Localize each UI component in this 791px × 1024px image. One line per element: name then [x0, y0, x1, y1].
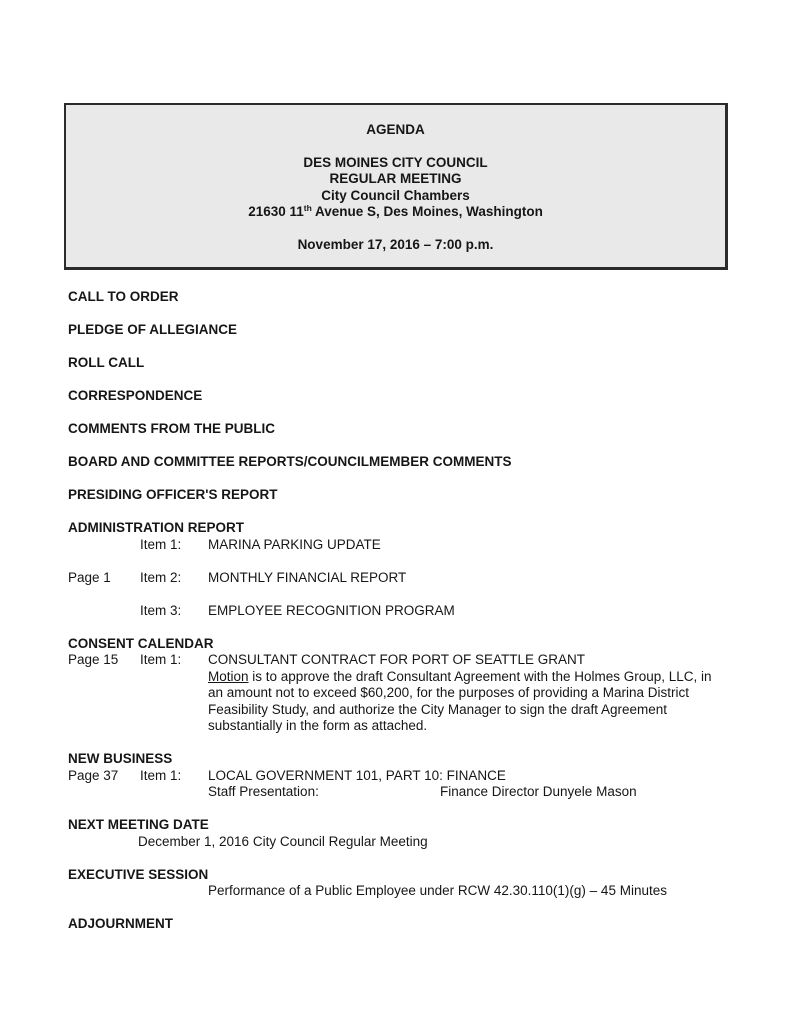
motion-body: is to approve the draft Consultant Agreement with the Holmes Group, LLC, in an amount not to exceed $60,200, for the purposes of providing a Marina District Feasibility Study, and authorize the City Manager to sign the draft Agreement substantially in the form as attached. — [208, 668, 712, 733]
section-board-committee-reports: BOARD AND COMMITTEE REPORTS/COUNCILMEMBER COMMENTS — [68, 454, 512, 469]
section-roll-call: ROLL CALL — [68, 355, 145, 370]
address-ordinal-superscript: th — [303, 203, 312, 214]
section-next-meeting-date: NEXT MEETING DATE — [68, 817, 209, 832]
page-ref: Page 15 — [68, 652, 119, 667]
staff-presenter-name: Finance Director Dunyele Mason — [440, 784, 637, 799]
item-label: Item 2: — [140, 569, 182, 585]
section-new-business: NEW BUSINESS — [68, 751, 173, 766]
item-label: Item 1: — [140, 652, 182, 667]
item-title: EMPLOYEE RECOGNITION PROGRAM — [208, 602, 455, 618]
agenda-title: AGENDA — [366, 122, 425, 137]
item-label: Item 3: — [140, 602, 182, 618]
section-call-to-order: CALL TO ORDER — [68, 289, 179, 304]
meeting-datetime: November 17, 2016 – 7:00 p.m. — [297, 237, 494, 253]
address-prefix: 21630 11 — [248, 203, 304, 219]
staff-presentation-label: Staff Presentation: — [208, 784, 319, 799]
page-ref — [68, 603, 140, 620]
item-label: Item 1: — [140, 536, 182, 552]
meeting-type: REGULAR MEETING — [329, 171, 462, 187]
item-title: CONSULTANT CONTRACT FOR PORT OF SEATTLE GRANT — [208, 652, 586, 667]
meeting-address — [66, 204, 725, 221]
org-name: DES MOINES CITY COUNCIL — [303, 155, 488, 171]
motion-text — [208, 669, 716, 735]
item-label-empty — [140, 784, 208, 801]
page-ref — [68, 537, 140, 554]
executive-session-detail: Performance of a Public Employee under RCW 42.30.110(1)(g) – 45 Minutes — [208, 883, 667, 898]
item-title: LOCAL GOVERNMENT 101, PART 10: FINANCE — [208, 767, 506, 783]
item-detail — [208, 652, 728, 735]
section-pledge-of-allegiance: PLEDGE OF ALLEGIANCE — [68, 322, 238, 337]
section-executive-session: EXECUTIVE SESSION — [68, 866, 209, 882]
address-suffix: Avenue S, Des Moines, Washington — [311, 203, 543, 219]
section-presiding-officers-report: PRESIDING OFFICER'S REPORT — [68, 487, 278, 502]
agenda-header-box — [64, 103, 728, 270]
section-comments-from-public: COMMENTS FROM THE PUBLIC — [68, 421, 275, 436]
agenda-item-row — [68, 603, 728, 620]
item-title: MONTHLY FINANCIAL REPORT — [208, 569, 407, 585]
agenda-body — [68, 289, 728, 949]
agenda-item-row — [68, 652, 728, 735]
agenda-item-row — [68, 570, 728, 587]
meeting-location: City Council Chambers — [321, 187, 470, 203]
agenda-item-row — [68, 768, 728, 785]
agenda-item-row — [68, 537, 728, 554]
next-meeting-detail: December 1, 2016 City Council Regular Meeting — [138, 833, 428, 849]
page-ref: Page 37 — [68, 767, 119, 783]
staff-presentation — [208, 784, 728, 801]
page-ref-empty — [68, 784, 140, 801]
motion-word-underlined: Motion — [208, 668, 249, 684]
item-label: Item 1: — [140, 767, 182, 783]
section-correspondence: CORRESPONDENCE — [68, 388, 203, 403]
item-title: MARINA PARKING UPDATE — [208, 536, 381, 552]
staff-presentation-row — [68, 784, 728, 801]
section-adjournment: ADJOURNMENT — [68, 916, 174, 931]
section-administration-report: ADMINISTRATION REPORT — [68, 520, 244, 535]
page-ref: Page 1 — [68, 569, 111, 585]
section-consent-calendar: CONSENT CALENDAR — [68, 635, 214, 651]
